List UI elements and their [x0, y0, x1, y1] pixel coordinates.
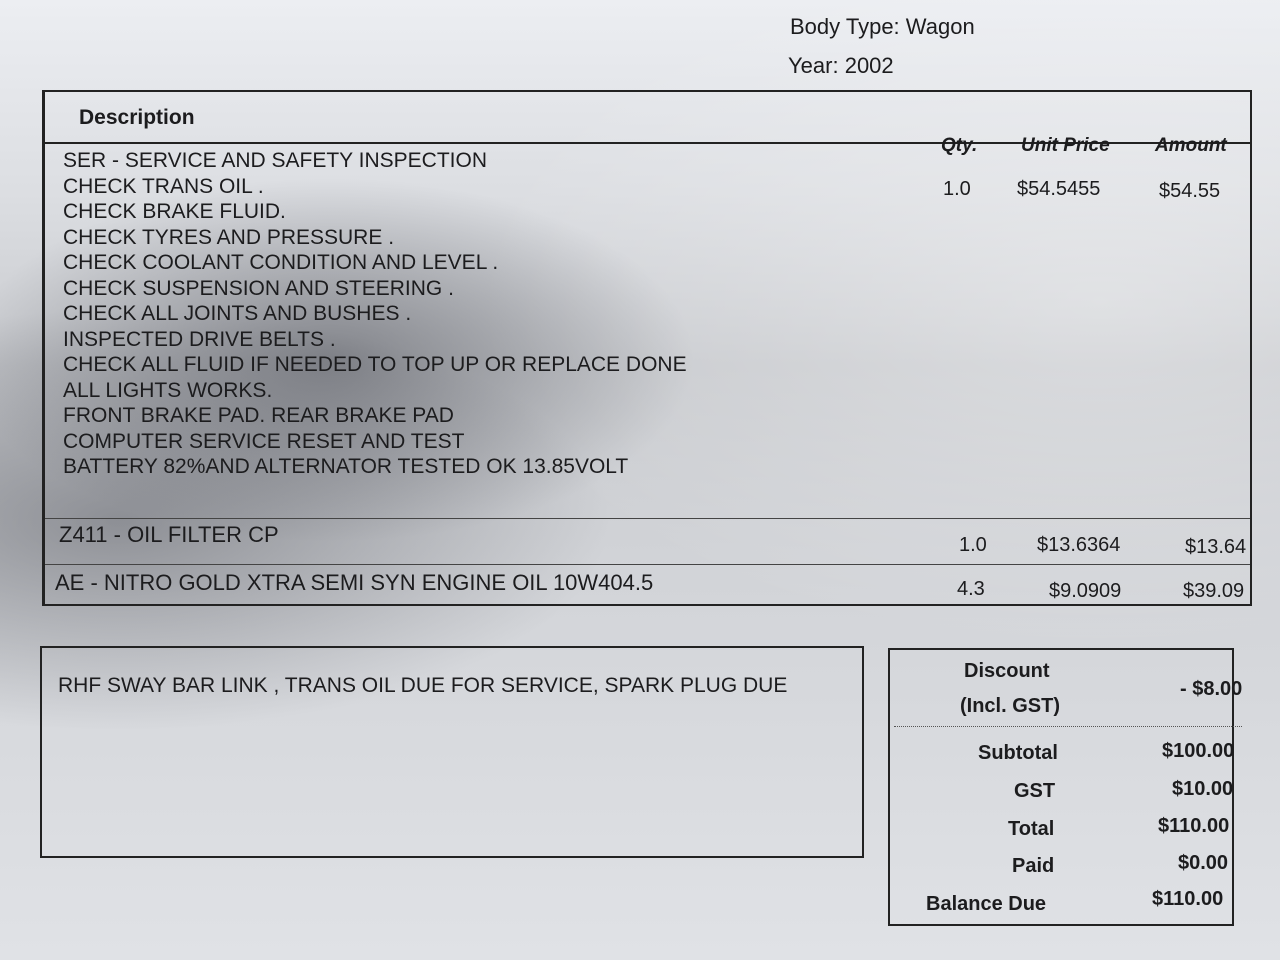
row-3-unit-price: $9.0909	[1049, 580, 1122, 602]
header-description: Description	[79, 106, 195, 129]
body-type-label: Body Type:	[790, 14, 900, 39]
notes-text: RHF SWAY BAR LINK , TRANS OIL DUE FOR SERVICE, SPARK PLUG DUE	[58, 674, 788, 697]
year-label: Year:	[788, 53, 839, 78]
row-3-qty: 4.3	[957, 578, 985, 600]
header-amount: Amount	[1155, 135, 1227, 156]
description-line: CHECK SUSPENSION AND STEERING .	[63, 276, 454, 300]
row-divider	[45, 564, 1250, 565]
description-line: COMPUTER SERVICE RESET AND TEST	[63, 429, 465, 453]
description-line: CHECK TRANS OIL .	[63, 174, 264, 198]
description-line: CHECK ALL JOINTS AND BUSHES .	[63, 302, 412, 325]
description-line: CHECK BRAKE FLUID.	[63, 200, 286, 223]
description-line: CHECK ALL FLUID IF NEEDED TO TOP UP OR REPLACE DONE	[63, 353, 687, 376]
totals-divider	[894, 726, 1242, 727]
discount-label: Discount	[964, 660, 1050, 682]
description-line: INSPECTED DRIVE BELTS .	[63, 327, 336, 351]
paid-label: Paid	[1012, 855, 1055, 877]
subtotal-value: $100.00	[1162, 740, 1235, 762]
row-2-qty: 1.0	[959, 534, 987, 556]
year-field	[788, 53, 894, 79]
line-items-table	[42, 90, 1252, 606]
row-divider	[45, 518, 1250, 519]
description-line: FRONT BRAKE PAD. REAR BRAKE PAD	[63, 404, 454, 427]
row-1-amount: $54.55	[1159, 180, 1221, 202]
row-3-description: AE - NITRO GOLD XTRA SEMI SYN ENGINE OIL 10W404.5	[55, 570, 654, 595]
description-line: CHECK TYRES AND PRESSURE .	[63, 225, 395, 249]
header-unit-price: Unit Price	[1021, 135, 1110, 156]
subtotal-label: Subtotal	[978, 742, 1058, 764]
paid-value: $0.00	[1178, 852, 1229, 874]
body-type-field	[790, 14, 975, 40]
notes-box	[40, 646, 864, 858]
row-1-unit-price: $54.5455	[1017, 178, 1101, 200]
row-2-unit-price: $13.6364	[1037, 534, 1121, 556]
discount-label-gst: (Incl. GST)	[960, 695, 1060, 717]
totals-box	[888, 648, 1243, 926]
service-description	[63, 148, 687, 480]
description-line: ALL LIGHTS WORKS.	[63, 378, 273, 402]
row-3-amount: $39.09	[1183, 580, 1245, 602]
discount-value: - $8.00	[1180, 678, 1243, 700]
body-type-value: Wagon	[905, 14, 975, 39]
year-value: 2002	[844, 53, 894, 78]
total-label: Total	[1008, 818, 1055, 840]
header-qty: Qty.	[941, 135, 978, 156]
balance-due-label: Balance Due	[926, 893, 1047, 915]
balance-due-value: $110.00	[1152, 888, 1224, 910]
total-value: $110.00	[1158, 815, 1230, 837]
gst-label: GST	[1014, 780, 1056, 802]
row-1-qty: 1.0	[943, 178, 971, 200]
row-2-amount: $13.64	[1185, 536, 1247, 558]
description-line: BATTERY 82%AND ALTERNATOR TESTED OK 13.85VOLT	[63, 455, 629, 478]
row-2-description: Z411 - OIL FILTER CP	[59, 522, 279, 547]
gst-value: $10.00	[1172, 778, 1234, 800]
description-line: CHECK COOLANT CONDITION AND LEVEL .	[63, 251, 499, 274]
description-line: SER - SERVICE AND SAFETY INSPECTION	[63, 149, 487, 172]
